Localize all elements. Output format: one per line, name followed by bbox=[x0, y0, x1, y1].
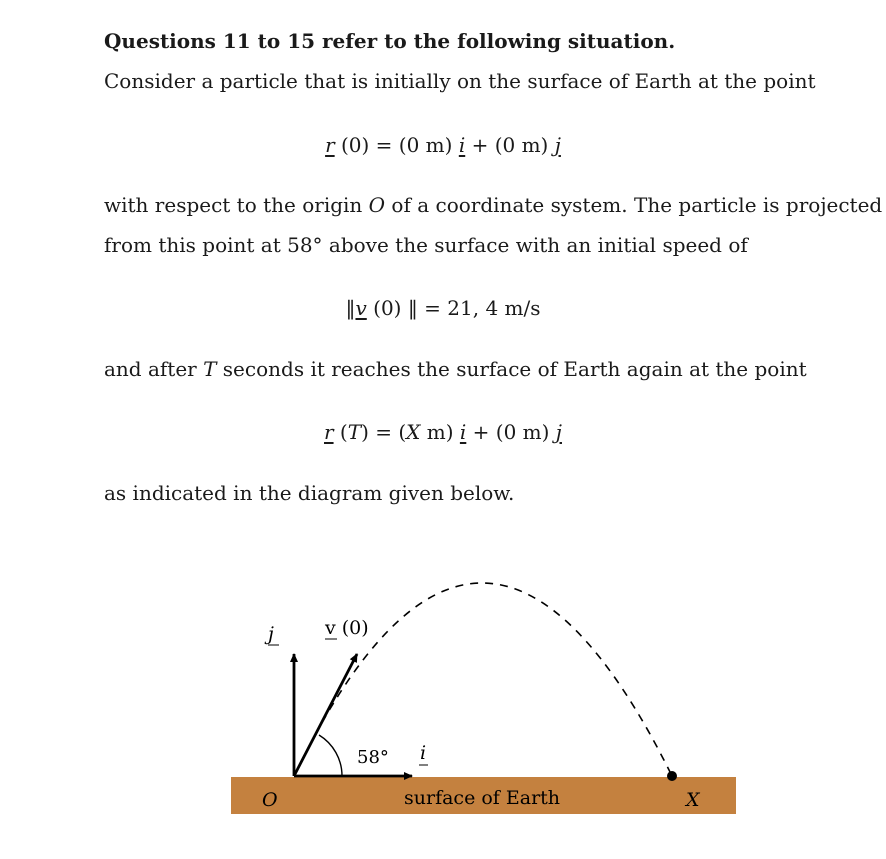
norm-bars: ‖ bbox=[345, 296, 356, 320]
label-surface: surface of Earth bbox=[404, 787, 561, 809]
vector-v: v bbox=[355, 296, 367, 320]
text-part: seconds it reaches the surface of Earth again at the point bbox=[216, 357, 807, 381]
eq-part: ) = ( bbox=[361, 420, 407, 444]
eq-part: m) bbox=[420, 420, 460, 444]
eq-part: ( bbox=[333, 420, 348, 444]
time-symbol: T bbox=[203, 357, 217, 381]
label-i: i bbox=[420, 742, 427, 764]
label-v0: v (0) bbox=[325, 617, 369, 639]
text-part: of a coordinate system. The particle is projected bbox=[385, 193, 883, 217]
vector-r: r bbox=[325, 133, 335, 157]
landing-point bbox=[667, 771, 677, 781]
time-symbol: T bbox=[347, 420, 362, 444]
unit-vector-j: j bbox=[555, 420, 562, 444]
label-angle: 58° bbox=[357, 747, 389, 768]
angle-arc bbox=[319, 735, 342, 776]
trajectory-path bbox=[294, 583, 672, 776]
label-x: X bbox=[686, 789, 700, 811]
vector-r: r bbox=[324, 420, 334, 444]
questions-heading: Questions 11 to 15 refer to the following situation. bbox=[104, 29, 676, 53]
eq-part: (0) ‖ = 21, 4 m/s bbox=[366, 296, 541, 320]
eq-part: + (0 m) bbox=[466, 420, 556, 444]
paragraph-origin-line2: from this point at 58° above the surface with an initial speed of bbox=[104, 233, 748, 257]
unit-vector-i: i bbox=[459, 420, 467, 444]
intro-text: Consider a particle that is initially on the surface of Earth at the point bbox=[104, 69, 816, 93]
origin-symbol: O bbox=[368, 193, 386, 217]
text-part: with respect to the origin bbox=[104, 193, 369, 217]
velocity-vector-arrow bbox=[294, 654, 357, 776]
label-origin: O bbox=[262, 789, 278, 811]
unit-vector-j: j bbox=[554, 133, 561, 157]
eq-part: + (0 m) bbox=[465, 133, 555, 157]
eq-part: (0) = (0 m) bbox=[334, 133, 459, 157]
x-symbol: X bbox=[406, 420, 421, 444]
paragraph-diagram-intro: as indicated in the diagram given below. bbox=[104, 481, 515, 505]
label-j: j bbox=[268, 623, 274, 645]
text-part: and after bbox=[104, 357, 204, 381]
unit-vector-i: i bbox=[458, 133, 466, 157]
